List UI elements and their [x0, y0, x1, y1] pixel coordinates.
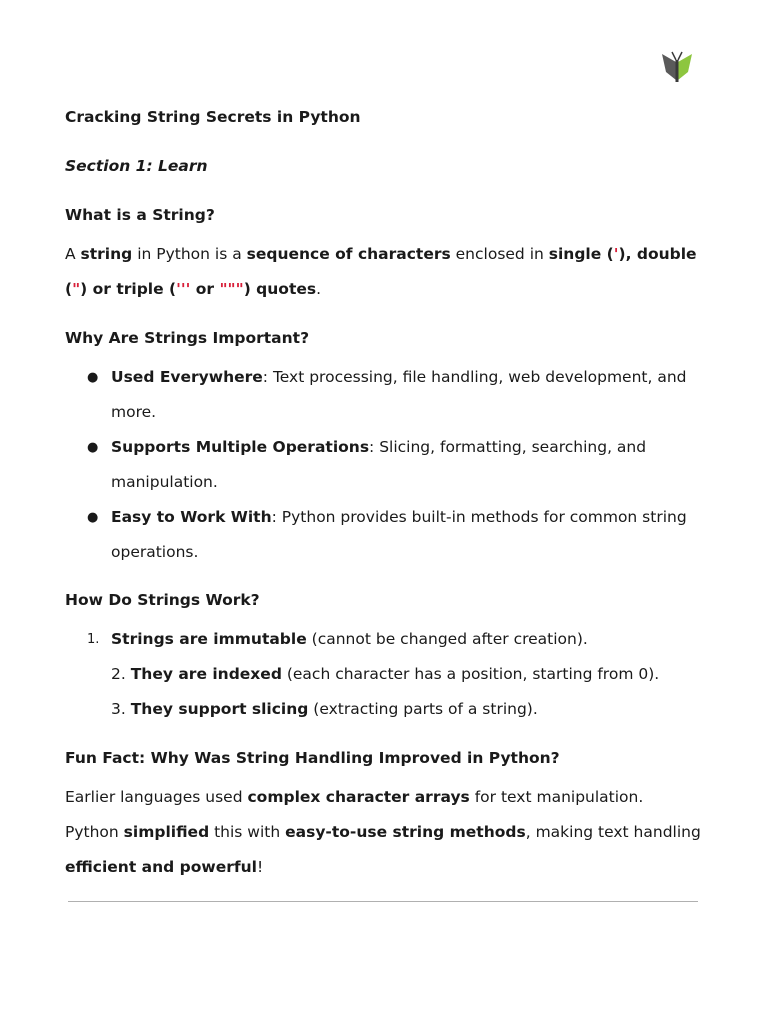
fun-fact-line-3: efficient and powerful!	[65, 858, 264, 876]
what-paragraph-line-1: A string in Python is a sequence of characters enclosed in single ('), double	[65, 245, 697, 263]
what-heading: What is a String?	[65, 206, 215, 224]
horizontal-divider	[68, 901, 698, 902]
how-heading: How Do Strings Work?	[65, 591, 260, 609]
section-heading: Section 1: Learn	[65, 157, 208, 175]
butterfly-logo-icon	[660, 50, 694, 86]
what-paragraph-line-2: (") or triple (''' or """) quotes.	[65, 280, 322, 298]
fun-fact-line-2: Python simplified this with easy-to-use string methods, making text handling	[65, 823, 701, 841]
list-item: 3. They support slicing (extracting parts of a string).	[111, 700, 538, 718]
fun-fact-line-1: Earlier languages used complex character arrays for text manipulation.	[65, 788, 644, 806]
fun-fact-heading: Fun Fact: Why Was String Handling Improved in Python?	[65, 749, 560, 767]
why-heading: Why Are Strings Important?	[65, 329, 310, 347]
document-title: Cracking String Secrets in Python	[65, 108, 361, 126]
list-item: 2. They are indexed (each character has a position, starting from 0).	[111, 665, 660, 683]
